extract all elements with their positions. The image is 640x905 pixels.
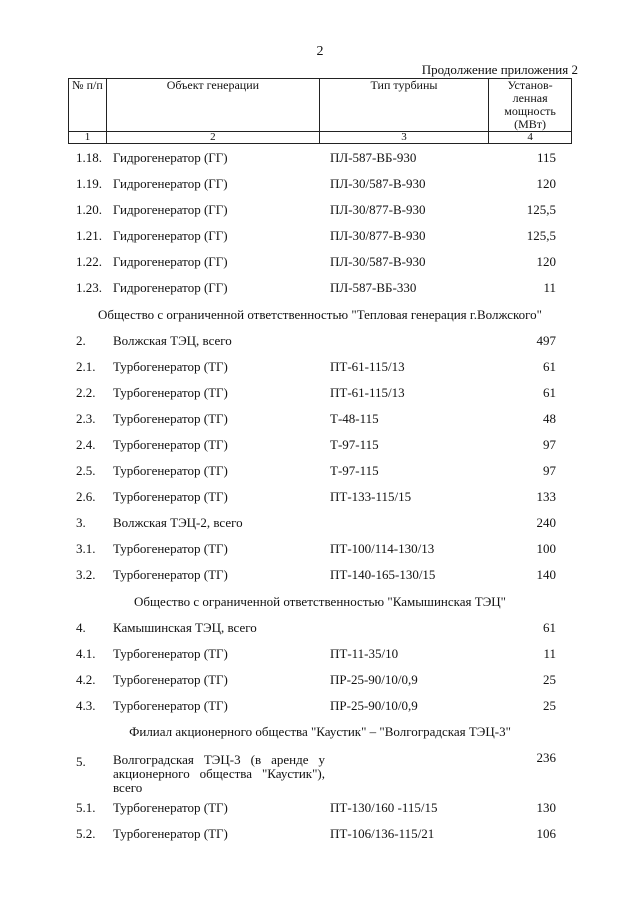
row-number: 2.3.	[76, 411, 96, 426]
row-number: 1.18.	[76, 150, 102, 165]
table-row	[0, 698, 640, 714]
row-type: ПЛ-587-ВБ-930	[330, 150, 417, 165]
table-row	[0, 202, 640, 218]
header-num-2: 2	[107, 132, 320, 144]
row-power: 115	[536, 150, 556, 165]
row-number: 3.	[76, 515, 86, 530]
row-type: ПР-25-90/10/0,9	[330, 672, 418, 687]
table-row	[0, 541, 640, 557]
header-num-4: 4	[489, 132, 572, 144]
table-row	[0, 385, 640, 401]
row-number: 2.	[76, 333, 86, 348]
row-number: 1.23.	[76, 280, 102, 295]
row-type: ПЛ-30/587-В-930	[330, 176, 426, 191]
row-power: 25	[543, 698, 556, 713]
row-object: Гидрогенератор (ГГ)	[113, 150, 228, 165]
row-power: 11	[543, 280, 556, 295]
table-row	[0, 646, 640, 662]
row-number: 2.2.	[76, 385, 96, 400]
table-row	[0, 489, 640, 505]
row-object: Турбогенератор (ТГ)	[113, 541, 228, 556]
table-row	[0, 620, 640, 636]
row-power: 497	[536, 333, 556, 348]
table-row	[0, 672, 640, 688]
row-number: 4.3.	[76, 698, 96, 713]
header-col-object: Объект генерации	[107, 79, 320, 132]
table-row	[0, 437, 640, 453]
page-number: 2	[316, 44, 324, 59]
row-object: Турбогенератор (ТГ)	[113, 567, 228, 582]
row-type: ПТ-133-115/15	[330, 489, 412, 504]
row-power: 120	[536, 254, 556, 269]
table-row	[0, 228, 640, 244]
row-object: Турбогенератор (ТГ)	[113, 385, 228, 400]
row-number: 1.22.	[76, 254, 102, 269]
row-type: ПЛ-30/587-В-930	[330, 254, 426, 269]
row-object: Турбогенератор (ТГ)	[113, 437, 228, 452]
row-power: 236	[536, 750, 556, 765]
table-row	[0, 254, 640, 270]
row-number: 3.2.	[76, 567, 96, 582]
header-col-power: Установ- ленная мощность (МВт)	[489, 79, 572, 132]
section-heading: Общество с ограниченной ответственностью "Тепловая генерация г.Волжского"	[98, 307, 542, 322]
row-object: Гидрогенератор (ГГ)	[113, 280, 228, 295]
row-type: ПТ-100/114-130/13	[330, 541, 435, 556]
row-object: Турбогенератор (ТГ)	[113, 489, 228, 504]
row-object: Турбогенератор (ТГ)	[113, 359, 228, 374]
row-number: 1.21.	[76, 228, 102, 243]
table-row	[0, 150, 640, 166]
row-number: 2.4.	[76, 437, 96, 452]
row-object: Турбогенератор (ТГ)	[113, 463, 228, 478]
continuation-note: Продолжение приложения 2	[421, 62, 578, 77]
row-type: ПЛ-30/877-В-930	[330, 228, 426, 243]
row-object: Гидрогенератор (ГГ)	[113, 202, 228, 217]
row-type: ПЛ-587-ВБ-330	[330, 280, 417, 295]
row-type: ПТ-11-35/10	[330, 646, 399, 661]
row-power: 11	[543, 646, 556, 661]
row-power: 125,5	[526, 228, 556, 243]
row-number: 3.1.	[76, 541, 96, 556]
row-type: ПТ-61-115/13	[330, 385, 405, 400]
table-row	[0, 176, 640, 192]
row-power: 125,5	[526, 202, 556, 217]
row-object: Гидрогенератор (ГГ)	[113, 228, 228, 243]
row-power: 240	[536, 515, 556, 530]
row-number: 1.20.	[76, 202, 102, 217]
row-object: Волжская ТЭЦ, всего	[113, 333, 232, 348]
table-row	[0, 750, 640, 794]
section-heading: Филиал акционерного общества "Каустик" – "Волгоградская ТЭЦ-3"	[129, 724, 511, 739]
row-type: ПТ-140-165-130/15	[330, 567, 436, 582]
row-power: 61	[543, 385, 556, 400]
row-type: Т-48-115	[330, 411, 379, 426]
row-number: 4.	[76, 620, 86, 635]
header-num-1: 1	[69, 132, 107, 144]
table-row	[0, 800, 640, 816]
row-object: Турбогенератор (ТГ)	[113, 411, 228, 426]
row-number: 2.6.	[76, 489, 96, 504]
row-number: 5.2.	[76, 826, 96, 841]
table-row	[0, 333, 640, 349]
row-object: Волгоградская ТЭЦ-3 (в аренде у акционерного общества "Каустик"), всего	[113, 752, 325, 795]
row-number: 4.2.	[76, 672, 96, 687]
row-object: Турбогенератор (ТГ)	[113, 800, 228, 815]
row-number: 2.1.	[76, 359, 96, 374]
table-row	[0, 463, 640, 479]
table-row	[0, 515, 640, 531]
table-row	[0, 826, 640, 842]
row-power: 61	[543, 359, 556, 374]
row-number: 1.19.	[76, 176, 102, 191]
row-number: 5.1.	[76, 800, 96, 815]
header-col-number: № п/п	[69, 79, 107, 132]
header-col-type: Тип турбины	[319, 79, 488, 132]
row-type: ПР-25-90/10/0,9	[330, 698, 418, 713]
row-object: Турбогенератор (ТГ)	[113, 826, 228, 841]
row-type: Т-97-115	[330, 437, 379, 452]
row-power: 106	[536, 826, 556, 841]
row-object: Турбогенератор (ТГ)	[113, 646, 228, 661]
row-number: 2.5.	[76, 463, 96, 478]
row-type: ПТ-61-115/13	[330, 359, 405, 374]
row-type: ПТ-130/160 -115/15	[330, 800, 438, 815]
table-header	[68, 78, 572, 144]
row-object: Гидрогенератор (ГГ)	[113, 254, 228, 269]
row-power: 25	[543, 672, 556, 687]
row-power: 130	[536, 800, 556, 815]
row-power: 48	[543, 411, 556, 426]
row-power: 97	[543, 463, 556, 478]
row-type: ПТ-106/136-115/21	[330, 826, 435, 841]
section-heading: Общество с ограниченной ответственностью "Камышинская ТЭЦ"	[134, 594, 506, 609]
row-power: 140	[536, 567, 556, 582]
row-type: Т-97-115	[330, 463, 379, 478]
row-object: Турбогенератор (ТГ)	[113, 698, 228, 713]
row-object: Гидрогенератор (ГГ)	[113, 176, 228, 191]
row-number: 5.	[76, 754, 86, 769]
row-number: 4.1.	[76, 646, 96, 661]
row-power: 133	[536, 489, 556, 504]
row-object: Камышинская ТЭЦ, всего	[113, 620, 257, 635]
row-power: 97	[543, 437, 556, 452]
row-power: 61	[543, 620, 556, 635]
row-power: 100	[536, 541, 556, 556]
table-row	[0, 280, 640, 296]
row-object: Турбогенератор (ТГ)	[113, 672, 228, 687]
table-row	[0, 359, 640, 375]
row-power: 120	[536, 176, 556, 191]
row-type: ПЛ-30/877-В-930	[330, 202, 426, 217]
header-num-3: 3	[319, 132, 488, 144]
table-row	[0, 567, 640, 583]
row-object: Волжская ТЭЦ-2, всего	[113, 515, 243, 530]
table-row	[0, 411, 640, 427]
